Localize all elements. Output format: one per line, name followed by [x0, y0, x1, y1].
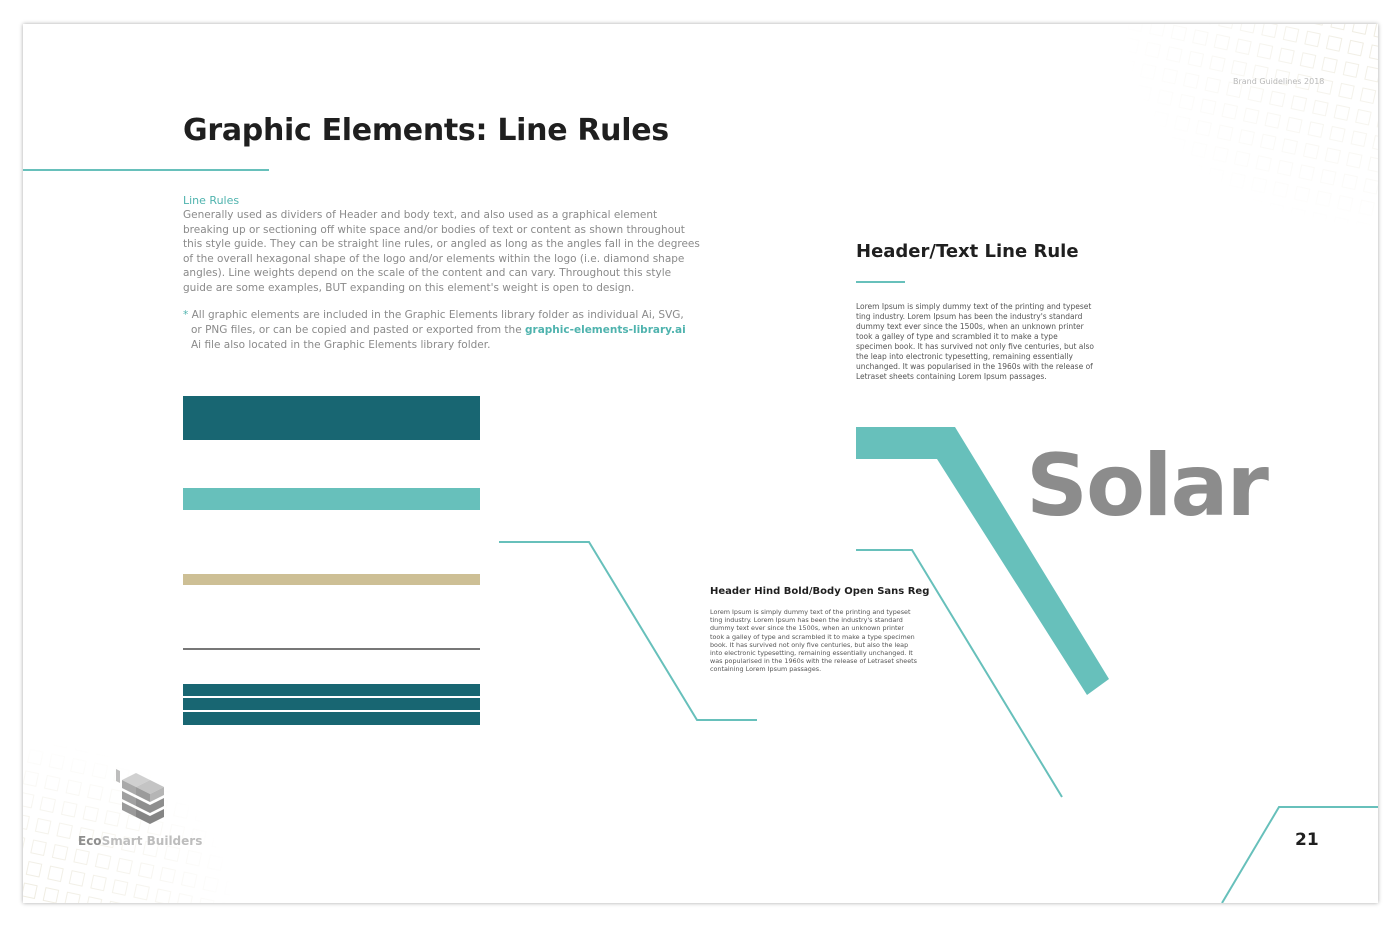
note-line-1: All graphic elements are included in the Graphic Elements library folder as individual Ai, SVG,	[191, 309, 684, 321]
note-line-2: or PNG files, or can be copied and pasted or exported from the	[191, 324, 522, 336]
header-text-rule-body: Lorem Ipsum is simply dummy text of the printing and typeset ting industry. Lorem Ipsum has been the industry's standard dummy text ever since the 1500s, when an unknown printer took a galley of type and scrambled it to make a type specimen book. It has survived not only five centuries, but also the leap into electronic typesetting, remaining essentially unchanged. It was popularised in the 1960s with the release of Letraset sheets containing Lorem Ipsum passages.	[856, 302, 1094, 381]
angled-example-body: Lorem Ipsum is simply dummy text of the printing and typeset ting industry. Lorem Ipsum has been the industry's standard dummy text ever since the 1500s, when an unknown printer took a galley of type and scrambled it to make a type specimen book. It has survived not only five centuries, but also the leap into electronic typesetting, remaining essentially unchanged. It was popularised in the 1960s with the release of Letraset sheets containing Lorem Ipsum passages.	[710, 608, 917, 674]
graphic-elements-library-link[interactable]: graphic-elements-library.ai	[525, 324, 686, 336]
intro-body-text: Generally used as dividers of Header and body text, and also used as a graphical element breaking up or sectioning off white space and/or bodies of text or content as shown throughout this style guide. They can be straight line rules, or angled as long as the angles fall in the degrees of the overall hexagonal shape of the logo and/or elements within the logo (i.e. diamond shape angles). Line weights depend on the scale of the content and can vary. Throughout this style guide are some examples, BUT expanding on this element's weight is open to design.	[183, 209, 700, 294]
page-number-angled-rule	[1222, 807, 1378, 903]
header-text-rule-short	[856, 281, 905, 283]
page-title: Graphic Elements: Line Rules	[183, 113, 669, 148]
page-number: 21	[1295, 830, 1319, 850]
logo-eco-text: Eco	[78, 834, 102, 848]
solar-display-word: Solar	[1026, 436, 1267, 536]
logo-rest-text: Smart Builders	[101, 834, 203, 848]
note-asterisk: *	[183, 309, 189, 321]
ecosmart-builders-wordmark	[78, 834, 202, 848]
brand-guidelines-label: Brand Guidelines 2018	[1233, 77, 1325, 86]
note-line-3: Ai file also located in the Graphic Elements library folder.	[191, 339, 491, 351]
brand-guidelines-page	[23, 24, 1378, 903]
section-label: Line Rules	[183, 194, 240, 207]
angled-example-title: Header Hind Bold/Body Open Sans Reg	[710, 586, 930, 597]
header-text-line-rule-title: Header/Text Line Rule	[856, 241, 1079, 262]
